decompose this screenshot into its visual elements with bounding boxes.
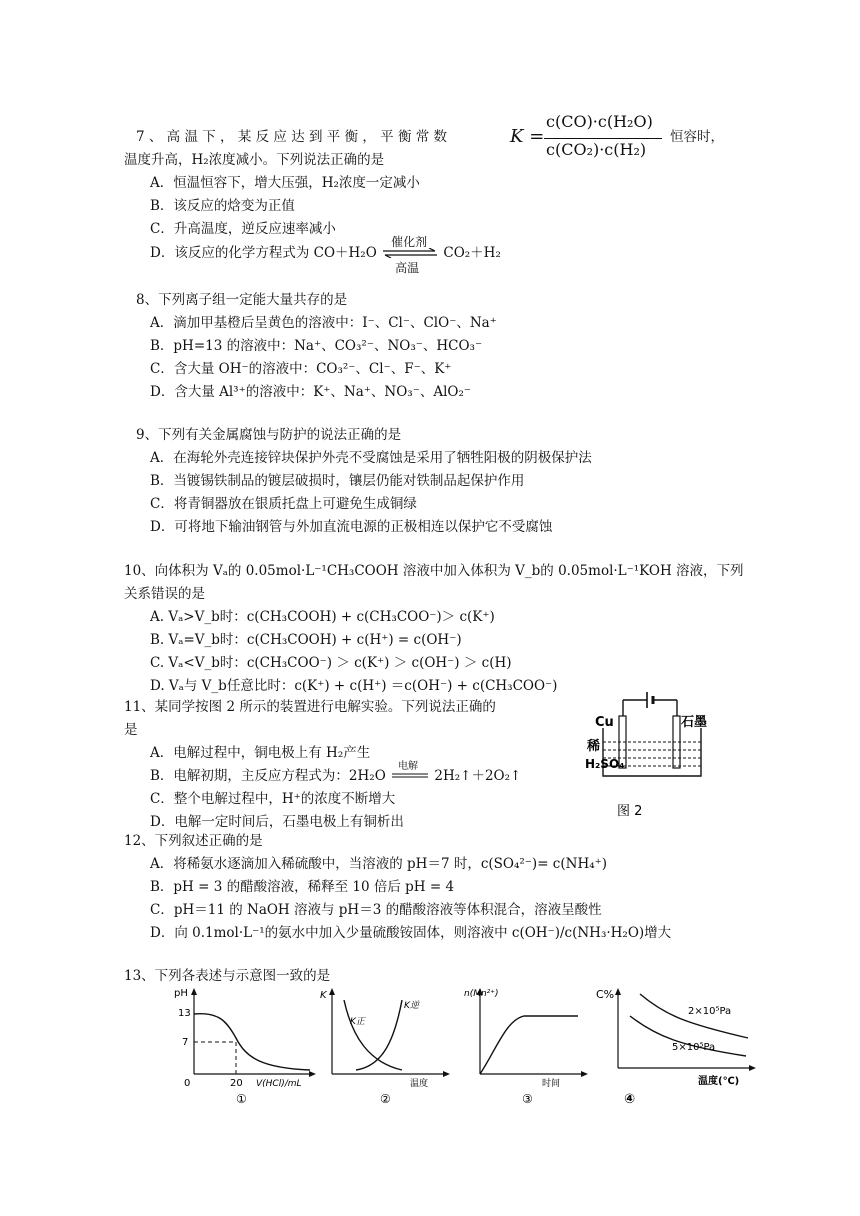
q9-option-a: A．在海轮外壳连接锌块保护外壳不受腐蚀是采用了牺牲阳极的阴极保护法 bbox=[150, 450, 592, 466]
q7-line1: 7 、 高 温 下 ， 某 反 应 达 到 平 衡 ， 平 衡 常 数 bbox=[136, 129, 448, 145]
reversible-arrow-icon bbox=[381, 248, 439, 258]
mn-curve bbox=[480, 1016, 578, 1074]
graph-2-xlabel: 温度 bbox=[410, 1079, 429, 1089]
q8-stem: 8、下列离子组一定能大量共存的是 bbox=[136, 292, 348, 308]
q9-option-b: B．当镀锡铁制品的镀层破损时，镶层仍能对铁制品起保护作用 bbox=[150, 473, 525, 489]
q10-line2: 关系错误的是 bbox=[124, 586, 205, 602]
q10-option-a: A. Vₐ>V_b时：c(CH₃COOH) + c(CH₃COO⁻)＞ c(K⁺) bbox=[150, 609, 495, 625]
graph-2-label: ② bbox=[380, 1092, 391, 1106]
q10-line1: 10、向体积为 Vₐ的 0.05mol·L⁻¹CH₃COOH 溶液中加入体积为 V_b的 0.05mol·L⁻¹KOH 溶液，下列 bbox=[124, 563, 744, 579]
q8-option-b: B．pH=13 的溶液中：Na⁺、CO₃²⁻、NO₃⁻、HCO₃⁻ bbox=[150, 338, 483, 354]
graph-3-label: ③ bbox=[522, 1092, 533, 1106]
q7-option-d bbox=[150, 234, 501, 275]
graph-2-equilibrium-constants bbox=[318, 986, 454, 1106]
graph-4-label: ④ bbox=[624, 1092, 636, 1107]
graph-1-titration bbox=[170, 986, 318, 1106]
figure-2-caption: 图 2 bbox=[617, 804, 643, 819]
q7-option-d-post: CO₂＋H₂ bbox=[443, 245, 501, 261]
graph-1-label: ① bbox=[236, 1092, 247, 1106]
electrolysis-arrow bbox=[390, 760, 430, 787]
graph-1-tick-7: 7 bbox=[182, 1037, 189, 1048]
graph-3-ylabel: n(Mn²⁺) bbox=[464, 989, 499, 999]
q12-stem: 12、下列叙述正确的是 bbox=[124, 833, 263, 849]
q12-option-b: B．pH = 3 的醋酸溶液，稀释至 10 倍后 pH = 4 bbox=[150, 879, 455, 895]
q9-option-c: C．将青铜器放在银质托盘上可避免生成铜绿 bbox=[150, 496, 417, 512]
k-denominator: c(CO₂)·c(H₂) bbox=[546, 140, 647, 159]
k-symbol: K = bbox=[510, 126, 545, 147]
q7-line2: 温度升高，H₂浓度减小。下列说法正确的是 bbox=[124, 152, 385, 168]
q8-option-d: D．含大量 Al³⁺的溶液中：K⁺、Na⁺、NO₃⁻、AlO₂⁻ bbox=[150, 384, 472, 400]
double-line-icon bbox=[390, 771, 430, 781]
q9-option-d: D．可将地下输油钢管与外加直流电源的正极相连以保护它不受腐蚀 bbox=[150, 519, 553, 535]
graph-3-manganese bbox=[460, 986, 592, 1106]
reversible-arrow bbox=[381, 234, 439, 275]
q8-option-c: C．含大量 OH⁻的溶液中：CO₃²⁻、Cl⁻、F⁻、K⁺ bbox=[150, 361, 452, 377]
dilute-label: 稀 bbox=[587, 739, 601, 754]
q7-line1-tail: 恒容时， bbox=[670, 129, 724, 145]
high-temp-label: 高温 bbox=[395, 260, 420, 275]
graph-1-tick-20: 20 bbox=[230, 1078, 243, 1089]
q7-option-d-pre: D．该反应的化学方程式为 CO＋H₂O bbox=[150, 245, 377, 261]
q11-option-b-pre: B．电解初期，主反应方程式为：2H₂O bbox=[150, 768, 386, 784]
cu-label: Cu bbox=[595, 715, 614, 730]
graph-1-origin: 0 bbox=[184, 1078, 191, 1089]
q11-option-b-post: 2H₂↑＋2O₂↑ bbox=[434, 768, 522, 784]
q9-stem: 9、下列有关金属腐蚀与防护的说法正确的是 bbox=[136, 427, 402, 443]
q11-line1: 11、某同学按图 2 所示的装置进行电解实验。下列说法正确的 bbox=[124, 699, 496, 715]
q12-option-d: D．向 0.1mol·L⁻¹的氨水中加入少量硫酸铵固体，则溶液中 c(OH⁻)/c(NH₃·H₂O)增大 bbox=[150, 925, 672, 941]
k-numerator: c(CO)·c(H₂O) bbox=[546, 112, 653, 131]
q10-option-c: C. Vₐ<V_b时：c(CH₃COO⁻) ＞ c(K⁺) ＞ c(OH⁻) ＞ c(H) bbox=[150, 655, 512, 671]
graph-1-tick-13: 13 bbox=[178, 1008, 191, 1019]
graph-3-xlabel: 时间 bbox=[542, 1079, 561, 1089]
q11-option-a: A．电解过程中，铜电极上有 H₂产生 bbox=[150, 745, 371, 761]
q11-option-b bbox=[150, 760, 522, 787]
q8-option-a: A．滴加甲基橙后呈黄色的溶液中：I⁻、Cl⁻、ClO⁻、Na⁺ bbox=[150, 315, 497, 331]
graph-4-pressure bbox=[596, 986, 760, 1108]
q10-option-b: B. Vₐ=V_b时：c(CH₃COOH) + c(H⁺) = c(OH⁻) bbox=[150, 632, 462, 648]
q12-option-a: A．将稀氨水逐滴加入稀硫酸中，当溶液的 pH＝7 时，c(SO₄²⁻)= c(NH₄⁺) bbox=[150, 856, 608, 872]
q11-line2: 是 bbox=[124, 722, 138, 738]
graph-1-xlabel: V(HCl)/mL bbox=[256, 1079, 302, 1089]
q11-option-c: C．整个电解过程中，H⁺的浓度不断增大 bbox=[150, 791, 396, 807]
k-reverse-label: K逆 bbox=[404, 1001, 419, 1011]
graph-4-xlabel: 温度(℃) bbox=[698, 1076, 740, 1087]
q7-option-a: A．恒温恒容下，增大压强，H₂浓度一定减小 bbox=[150, 175, 420, 191]
electrolysis-cell-figure bbox=[585, 688, 715, 823]
catalyst-label: 催化剂 bbox=[391, 234, 428, 249]
acid-label: H₂SO₄ bbox=[585, 757, 625, 771]
fraction-bar bbox=[544, 138, 662, 139]
q7-option-c: C．升高温度，逆反应速率减小 bbox=[150, 221, 336, 237]
k-forward-label: K正 bbox=[350, 1017, 365, 1027]
graph-2-ylabel: K bbox=[320, 990, 327, 1001]
q10-option-d: D. Vₐ与 V_b任意比时：c(K⁺) + c(H⁺) ＝c(OH⁻) + c(CH₃COO⁻) bbox=[150, 678, 558, 694]
graphite-label: 石墨 bbox=[681, 715, 708, 730]
equilibrium-constant-formula bbox=[510, 112, 660, 162]
pressure-label-5e5: 5×10⁵Pa bbox=[672, 1042, 716, 1053]
electrolysis-label: 电解 bbox=[398, 760, 419, 772]
q12-option-c: C．pH＝11 的 NaOH 溶液与 pH＝3 的醋酸溶液等体积混合，溶液呈酸性 bbox=[150, 902, 602, 918]
q13-stem: 13、下列各表述与示意图一致的是 bbox=[124, 968, 331, 984]
q11-option-d: D．电解一定时间后，石墨电极上有铜析出 bbox=[150, 814, 404, 830]
pressure-label-2e5: 2×10⁵Pa bbox=[688, 1006, 732, 1017]
q7-option-b: B．该反应的焓变为正值 bbox=[150, 198, 295, 214]
graph-4-ylabel: C% bbox=[596, 988, 615, 1001]
graph-1-ylabel: pH bbox=[174, 988, 188, 999]
